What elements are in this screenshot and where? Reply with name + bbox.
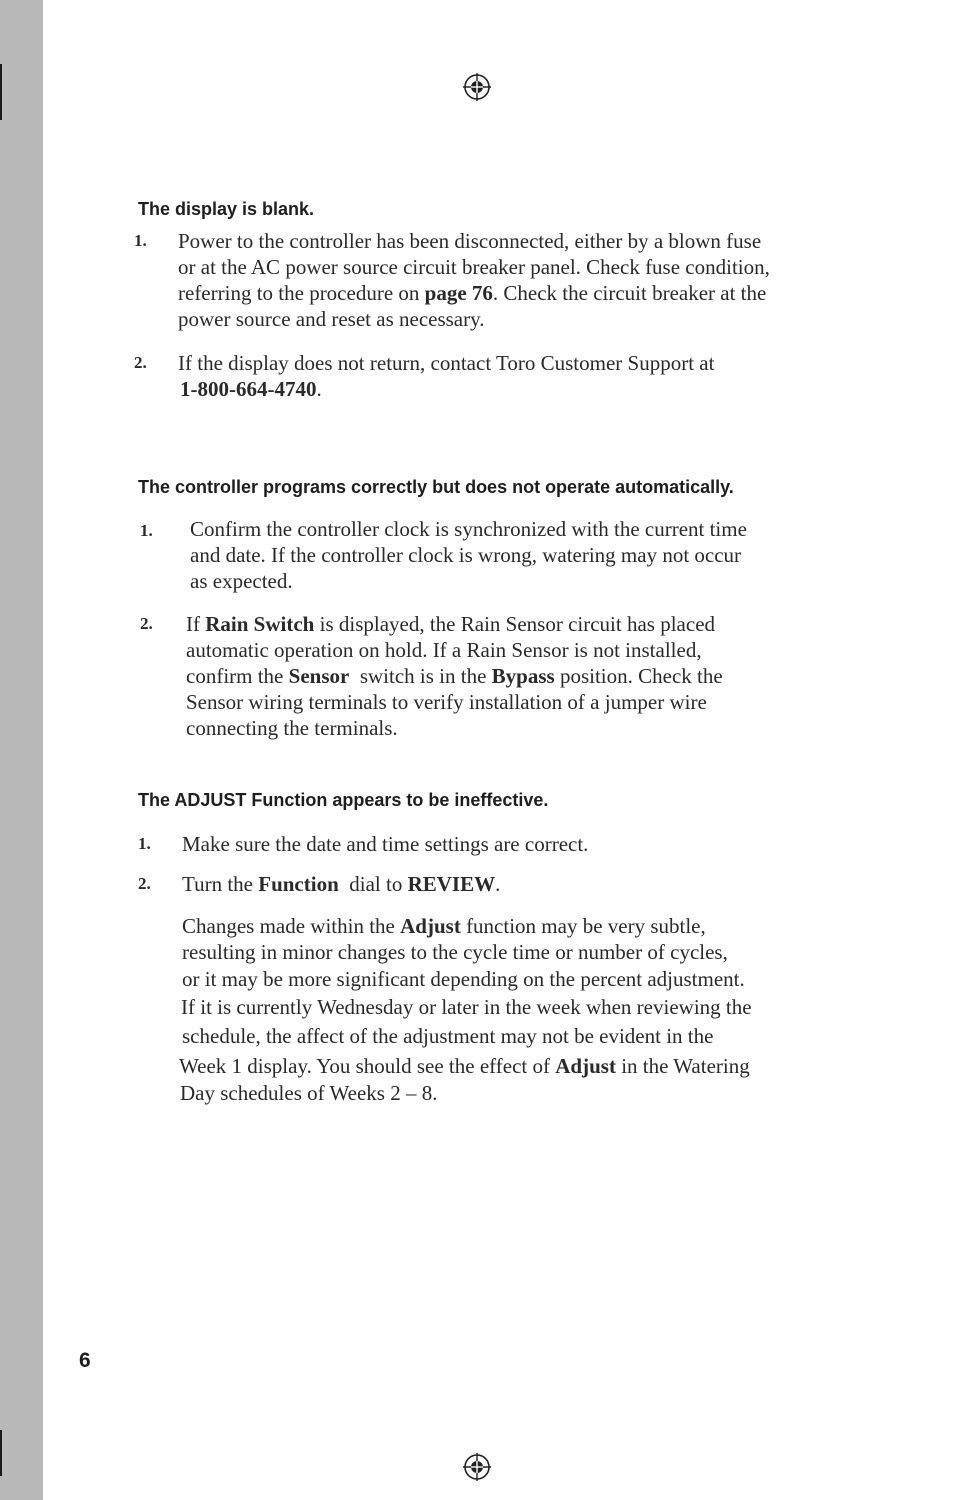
section-heading-adjust-ineffective: The ADJUST Function appears to be ineffective. [138, 790, 549, 810]
text-line: Turn the Function dial to REVIEW. [182, 872, 501, 896]
text-line: Power to the controller has been disconnected, either by a blown fuse [178, 229, 762, 253]
item-number: 2. [134, 353, 147, 372]
text-line: automatic operation on hold. If a Rain Sensor is not installed, [186, 638, 702, 662]
text-line: referring to the procedure on page 76. Check the circuit breaker at the [178, 281, 767, 305]
text-line: Make sure the date and time settings are correct. [182, 832, 589, 856]
section-heading-not-automatic: The controller programs correctly but does not operate automatically. [138, 477, 734, 497]
crop-mark-bottom [0, 1430, 2, 1476]
text-line: power source and reset as necessary. [178, 307, 485, 331]
page-margin-strip [0, 0, 43, 1500]
sensor-term: Sensor [288, 664, 350, 688]
text-line: resulting in minor changes to the cycle time or number of cycles, [182, 940, 728, 964]
item-number: 1. [138, 834, 151, 853]
text-line: Changes made within the Adjust function may be very subtle, [182, 914, 706, 938]
item-text [178, 350, 714, 402]
text-line: If the display does not return, contact Toro Customer Support at [178, 351, 715, 375]
item-text [190, 516, 747, 594]
item-number: 1. [134, 231, 147, 250]
registration-mark-icon [462, 1452, 492, 1482]
text-line: Day schedules of Weeks 2 – 8. [180, 1081, 438, 1105]
text-line: or at the AC power source circuit breaker panel. Check fuse condition, [178, 255, 770, 279]
item-number: 1. [140, 521, 153, 540]
page-number: 6 [79, 1349, 91, 1372]
section-heading-display-blank: The display is blank. [138, 199, 315, 219]
text-line: If it is currently Wednesday or later in the week when reviewing the [181, 995, 752, 1019]
text-line: confirm the Sensor switch is in the Bypass position. Check the [186, 664, 723, 688]
adjust-term: Adjust [400, 914, 461, 938]
function-term: Function [258, 872, 339, 896]
item-text [182, 831, 588, 857]
text-line: as expected. [190, 569, 293, 593]
text-line: connecting the terminals. [186, 716, 398, 740]
item-text [182, 871, 500, 897]
crop-mark-top [0, 64, 2, 120]
item-number: 2. [138, 874, 151, 893]
adjust-term: Adjust [555, 1054, 616, 1078]
page-reference: page 76 [424, 281, 493, 305]
text-line: 1-800-664-4740. [180, 377, 322, 401]
registration-mark-icon [462, 72, 492, 102]
support-phone-number: 1-800-664-4740 [180, 377, 317, 401]
item-text [178, 228, 770, 332]
text-line: If Rain Switch is displayed, the Rain Sensor circuit has placed [186, 612, 716, 636]
text-line: and date. If the controller clock is wrong, watering may not occur [190, 543, 742, 567]
text-line: or it may be more significant depending on the percent adjustment. [182, 967, 745, 991]
bypass-term: Bypass [491, 664, 555, 688]
review-term: REVIEW [407, 872, 496, 896]
item-text [186, 611, 723, 741]
text-line: Confirm the controller clock is synchronized with the current time [190, 517, 747, 541]
text-line: Sensor wiring terminals to verify installation of a jumper wire [186, 690, 707, 714]
rain-switch-term: Rain Switch [205, 612, 315, 636]
text-line: Week 1 display. You should see the effect of Adjust in the Watering [179, 1054, 750, 1078]
item-number: 2. [140, 614, 153, 633]
text-line: schedule, the affect of the adjustment may not be evident in the [182, 1024, 714, 1048]
